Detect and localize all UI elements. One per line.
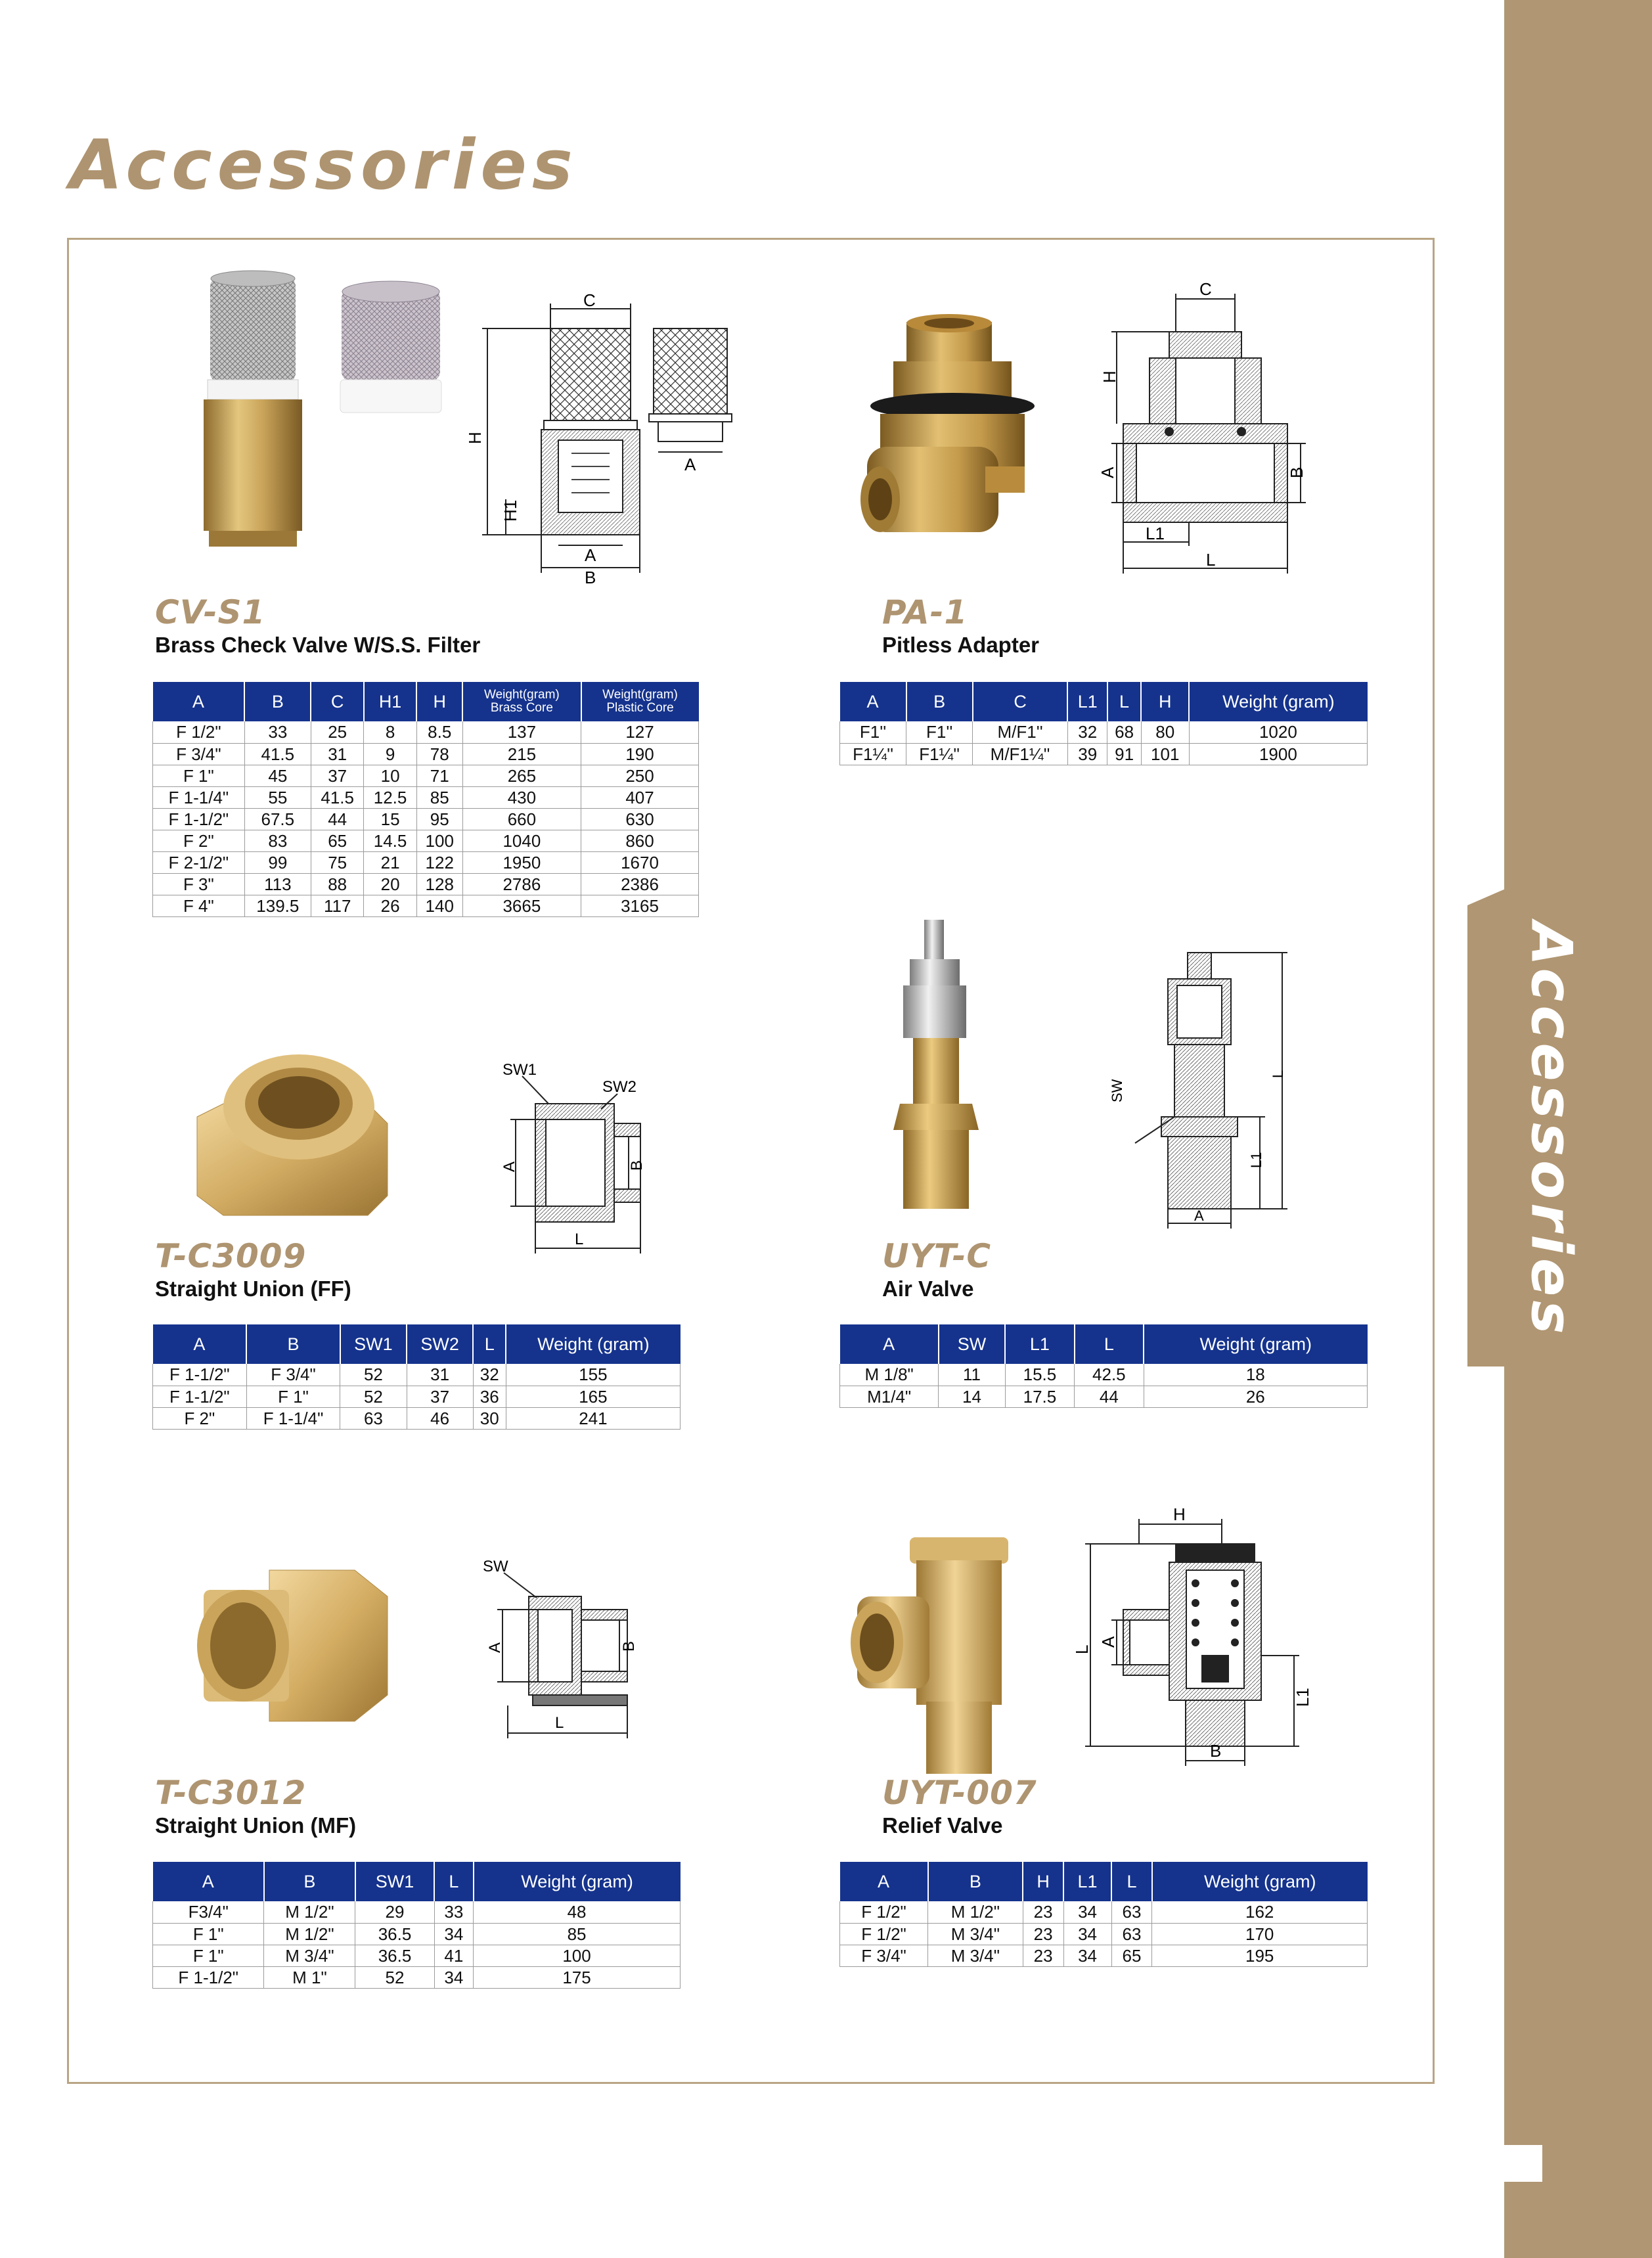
table-row	[153, 808, 699, 830]
table-row	[153, 765, 699, 786]
table-cell: 137	[462, 721, 581, 743]
table-cell: 630	[581, 808, 699, 830]
uyt-c-th: L1	[1005, 1324, 1074, 1364]
table-cell: 3665	[462, 895, 581, 916]
table-cell: 430	[462, 786, 581, 808]
table-cell: 33	[434, 1901, 473, 1923]
table-cell: 39	[1067, 743, 1107, 765]
table-cell: F 1/2"	[153, 721, 245, 743]
t-c3009-dim-sw2: SW2	[602, 1078, 637, 1096]
table-cell: 20	[364, 873, 416, 895]
table-cell: 100	[474, 1945, 681, 1966]
uyt-007-diagram	[1071, 1498, 1333, 1774]
uyt-007-th: H	[1023, 1862, 1063, 1901]
table-cell: 660	[462, 808, 581, 830]
table-cell: F 2"	[153, 830, 245, 851]
pa-1-th: Weight (gram)	[1189, 682, 1367, 721]
table-cell: 95	[416, 808, 462, 830]
table-cell: M 1/8"	[840, 1364, 939, 1386]
table-cell: 41.5	[311, 786, 363, 808]
t-c3012-th: B	[264, 1862, 355, 1901]
table-cell: M 1/2"	[264, 1923, 355, 1945]
table-cell: 8	[364, 721, 416, 743]
t-c3012-dim-l: L	[555, 1714, 564, 1732]
uyt-007-dim-h: H	[1173, 1504, 1186, 1524]
t-c3012-th: SW1	[355, 1862, 434, 1901]
table-cell: 91	[1107, 743, 1141, 765]
table-cell: 11	[939, 1364, 1005, 1386]
table-cell: F 3/4"	[153, 743, 245, 765]
uyt-c-photo	[877, 913, 995, 1215]
table-cell: 63	[1111, 1923, 1152, 1945]
table-cell: 265	[462, 765, 581, 786]
pa-1-dim-l: L	[1206, 550, 1216, 570]
table-cell: F 2-1/2"	[153, 851, 245, 873]
table-cell: 165	[506, 1386, 680, 1407]
t-c3009-tbody	[153, 1364, 681, 1429]
table-row	[153, 1386, 681, 1407]
table-row	[840, 1923, 1368, 1945]
table-cell: 117	[311, 895, 363, 916]
cv-s1-th: H	[416, 682, 462, 721]
cv-s1-dim-b: B	[585, 568, 596, 587]
table-row	[153, 721, 699, 743]
side-tab-label: Accessories	[1519, 922, 1584, 1338]
uyt-c-dim-a: A	[1194, 1208, 1204, 1224]
table-row	[840, 1901, 1368, 1923]
table-cell: 860	[581, 830, 699, 851]
t-c3009-dim-sw1: SW1	[502, 1061, 537, 1079]
t-c3009-diagram	[496, 1058, 654, 1268]
cv-s1-dim-c: C	[583, 290, 596, 310]
table-cell: M 3/4"	[928, 1923, 1023, 1945]
table-cell: 12.5	[364, 786, 416, 808]
table-cell: 1020	[1189, 721, 1367, 743]
uyt-c-tbody	[840, 1364, 1368, 1407]
table-cell: 175	[474, 1966, 681, 1988]
table-cell: F1¼''	[906, 743, 973, 765]
table-cell: 85	[474, 1923, 681, 1945]
table-row	[153, 873, 699, 895]
table-cell: F 4"	[153, 895, 245, 916]
table-cell: 26	[1144, 1386, 1367, 1407]
table-cell: 34	[434, 1966, 473, 1988]
table-row	[153, 1364, 681, 1386]
table-cell: F 2"	[153, 1407, 247, 1429]
table-cell: 170	[1152, 1923, 1368, 1945]
table-cell: 14.5	[364, 830, 416, 851]
table-cell: 30	[473, 1407, 506, 1429]
t-c3012-photo	[190, 1557, 394, 1734]
t-c3009-code: T-C3009	[155, 1237, 307, 1275]
t-c3009-photo	[184, 1045, 394, 1222]
table-row	[840, 721, 1368, 743]
uyt-007-th: Weight (gram)	[1152, 1862, 1368, 1901]
cv-s1-code: CV-S1	[155, 593, 266, 631]
table-cell: 36.5	[355, 1923, 434, 1945]
table-cell: 52	[340, 1386, 407, 1407]
uyt-007-table	[839, 1862, 1368, 1967]
uyt-007-dim-b: B	[1210, 1741, 1222, 1761]
table-cell: M 1/2"	[264, 1901, 355, 1923]
table-cell: F 1"	[153, 765, 245, 786]
table-cell: F 1"	[246, 1386, 340, 1407]
table-cell: 34	[1063, 1945, 1111, 1966]
table-cell: 23	[1023, 1923, 1063, 1945]
table-cell: 139.5	[244, 895, 311, 916]
table-cell: 190	[581, 743, 699, 765]
t-c3009-table	[152, 1324, 681, 1430]
t-c3012-name: Straight Union (MF)	[155, 1813, 357, 1838]
table-cell: 8.5	[416, 721, 462, 743]
table-cell: 34	[1063, 1923, 1111, 1945]
table-cell: M 3/4"	[928, 1945, 1023, 1966]
pa-1-th: L1	[1067, 682, 1107, 721]
uyt-007-th: B	[928, 1862, 1023, 1901]
t-c3012-heading	[155, 1774, 356, 1838]
t-c3012-th: A	[153, 1862, 264, 1901]
pa-1-heading	[882, 593, 1039, 658]
cv-s1-photo	[190, 269, 466, 552]
table-cell: F1''	[906, 721, 973, 743]
table-row	[840, 1386, 1368, 1407]
table-cell: F 1-1/2"	[153, 808, 245, 830]
table-cell: 23	[1023, 1901, 1063, 1923]
table-cell: 44	[1075, 1386, 1144, 1407]
table-cell: F 1-1/2"	[153, 1364, 247, 1386]
table-cell: 2386	[581, 873, 699, 895]
table-cell: 1950	[462, 851, 581, 873]
uyt-007-code: UYT-007	[882, 1774, 1037, 1812]
table-cell: 83	[244, 830, 311, 851]
uyt-007-th: A	[840, 1862, 928, 1901]
table-cell: 2786	[462, 873, 581, 895]
table-row	[840, 743, 1368, 765]
table-cell: 63	[340, 1407, 407, 1429]
table-row	[153, 786, 699, 808]
table-cell: 37	[407, 1386, 473, 1407]
table-cell: 44	[311, 808, 363, 830]
cv-s1-th: C	[311, 682, 363, 721]
table-cell: 67.5	[244, 808, 311, 830]
cv-s1-th: Weight(gram) Plastic Core	[581, 682, 699, 721]
table-cell: 34	[434, 1923, 473, 1945]
t-c3012-th: L	[434, 1862, 473, 1901]
table-row	[153, 1945, 681, 1966]
table-cell: 241	[506, 1407, 680, 1429]
table-cell: 15.5	[1005, 1364, 1074, 1386]
pa-1-name: Pitless Adapter	[882, 633, 1040, 657]
t-c3009-th: Weight (gram)	[506, 1324, 680, 1364]
page-title: Accessories	[70, 125, 578, 205]
table-cell: 31	[311, 743, 363, 765]
uyt-007-photo	[844, 1524, 1061, 1780]
table-cell: 34	[1063, 1901, 1111, 1923]
table-cell: 113	[244, 873, 311, 895]
pa-1-th: A	[840, 682, 906, 721]
table-cell: 75	[311, 851, 363, 873]
pa-1-dim-c: C	[1199, 279, 1212, 299]
table-cell: 1900	[1189, 743, 1367, 765]
t-c3009-th: B	[246, 1324, 340, 1364]
table-cell: 18	[1144, 1364, 1367, 1386]
table-cell: 100	[416, 830, 462, 851]
t-c3012-tbody	[153, 1901, 681, 1988]
cv-s1-th: B	[244, 682, 311, 721]
table-cell: M/F1¼''	[973, 743, 1068, 765]
table-cell: 32	[473, 1364, 506, 1386]
uyt-c-th: L	[1075, 1324, 1144, 1364]
table-cell: 195	[1152, 1945, 1368, 1966]
table-cell: F 1-1/4"	[246, 1407, 340, 1429]
cv-s1-diagram	[465, 289, 736, 591]
pa-1-tbody	[840, 721, 1368, 765]
uyt-c-dim-sw: SW	[1109, 1079, 1125, 1102]
table-cell: M1/4"	[840, 1386, 939, 1407]
cv-s1-th: H1	[364, 682, 416, 721]
table-cell: F 1"	[153, 1923, 264, 1945]
uyt-007-th: L	[1111, 1862, 1152, 1901]
uyt-c-heading	[882, 1237, 991, 1301]
table-cell: F 3"	[153, 873, 245, 895]
table-cell: 85	[416, 786, 462, 808]
t-c3009-th: L	[473, 1324, 506, 1364]
table-row	[840, 1364, 1368, 1386]
table-cell: 37	[311, 765, 363, 786]
cv-s1-dim-h: H	[465, 432, 485, 444]
table-cell: 33	[244, 721, 311, 743]
table-cell: M/F1''	[973, 721, 1068, 743]
t-c3012-table	[152, 1862, 681, 1989]
table-cell: 128	[416, 873, 462, 895]
table-cell: F 1-1/2"	[153, 1386, 247, 1407]
uyt-c-code: UYT-C	[882, 1237, 992, 1275]
table-row	[153, 1901, 681, 1923]
cv-s1-table	[152, 682, 699, 917]
table-cell: F 1/2"	[840, 1901, 928, 1923]
table-cell: M 1"	[264, 1966, 355, 1988]
uyt-007-tbody	[840, 1901, 1368, 1966]
t-c3009-dim-a: A	[501, 1161, 518, 1172]
table-cell: F 1/2"	[840, 1923, 928, 1945]
table-row	[840, 1945, 1368, 1966]
table-cell: F 3/4"	[840, 1945, 928, 1966]
table-cell: 1040	[462, 830, 581, 851]
table-cell: 250	[581, 765, 699, 786]
table-cell: 52	[355, 1966, 434, 1988]
table-cell: 65	[1111, 1945, 1152, 1966]
table-cell: 14	[939, 1386, 1005, 1407]
uyt-c-table	[839, 1324, 1368, 1408]
pa-1-table	[839, 682, 1368, 765]
table-cell: 52	[340, 1364, 407, 1386]
table-cell: 36.5	[355, 1945, 434, 1966]
uyt-007-dim-l: L	[1072, 1644, 1092, 1654]
t-c3009-heading	[155, 1237, 351, 1301]
table-cell: 101	[1141, 743, 1189, 765]
uyt-007-th: L1	[1063, 1862, 1111, 1901]
table-cell: F 3/4"	[246, 1364, 340, 1386]
uyt-c-th: SW	[939, 1324, 1005, 1364]
table-cell: 32	[1067, 721, 1107, 743]
table-cell: 99	[244, 851, 311, 873]
table-cell: 140	[416, 895, 462, 916]
table-row	[153, 1966, 681, 1988]
t-c3009-th: SW2	[407, 1324, 473, 1364]
pa-1-th: H	[1141, 682, 1189, 721]
pa-1-dim-a: A	[1098, 466, 1117, 478]
table-cell: F 1-1/2"	[153, 1966, 264, 1988]
pa-1-th: L	[1107, 682, 1141, 721]
table-cell: 1670	[581, 851, 699, 873]
table-cell: 26	[364, 895, 416, 916]
table-cell: 68	[1107, 721, 1141, 743]
table-row	[153, 743, 699, 765]
table-cell: 29	[355, 1901, 434, 1923]
table-cell: 80	[1141, 721, 1189, 743]
table-cell: 127	[581, 721, 699, 743]
table-cell: 36	[473, 1386, 506, 1407]
table-cell: F 1-1/4"	[153, 786, 245, 808]
table-cell: 9	[364, 743, 416, 765]
t-c3009-th: A	[153, 1324, 247, 1364]
table-cell: 41.5	[244, 743, 311, 765]
cv-s1-tbody	[153, 721, 699, 916]
table-cell: 17.5	[1005, 1386, 1074, 1407]
table-cell: 25	[311, 721, 363, 743]
pa-1-th: C	[973, 682, 1068, 721]
table-cell: F 1"	[153, 1945, 264, 1966]
t-c3012-code: T-C3012	[155, 1774, 307, 1812]
uyt-007-heading	[882, 1774, 1037, 1838]
table-cell: 55	[244, 786, 311, 808]
uyt-c-th: A	[840, 1324, 939, 1364]
table-cell: 41	[434, 1945, 473, 1966]
cv-s1-th: Weight(gram) Brass Core	[462, 682, 581, 721]
table-cell: 42.5	[1075, 1364, 1144, 1386]
pa-1-diagram	[1077, 279, 1327, 581]
table-cell: 71	[416, 765, 462, 786]
table-row	[153, 851, 699, 873]
table-cell: 63	[1111, 1901, 1152, 1923]
t-c3009-th: SW1	[340, 1324, 407, 1364]
pa-1-photo	[854, 309, 1064, 552]
uyt-007-dim-a: A	[1098, 1636, 1118, 1648]
table-cell: 155	[506, 1364, 680, 1386]
table-cell: 31	[407, 1364, 473, 1386]
uyt-c-th: Weight (gram)	[1144, 1324, 1367, 1364]
cv-s1-dim-h1: H1	[501, 499, 520, 522]
table-cell: 215	[462, 743, 581, 765]
uyt-c-dim-l1: L1	[1248, 1152, 1264, 1168]
table-row	[153, 1407, 681, 1429]
table-cell: M 1/2"	[928, 1901, 1023, 1923]
t-c3012-dim-b: B	[620, 1640, 638, 1652]
pa-1-code: PA-1	[882, 593, 968, 631]
table-cell: F1''	[840, 721, 906, 743]
cv-s1-dim-a: A	[585, 545, 596, 565]
table-cell: 23	[1023, 1945, 1063, 1966]
pa-1-dim-h: H	[1100, 371, 1119, 383]
cv-s1-heading	[155, 593, 480, 658]
t-c3012-dim-sw: SW	[483, 1558, 508, 1575]
table-row	[153, 1923, 681, 1945]
t-c3012-diagram	[476, 1557, 647, 1741]
cv-s1-th: A	[153, 682, 245, 721]
side-band-cutout	[1504, 2145, 1542, 2182]
table-cell: 10	[364, 765, 416, 786]
cv-s1-dim-a2: A	[684, 455, 696, 474]
t-c3009-dim-l: L	[575, 1231, 584, 1248]
pa-1-dim-b: B	[1287, 466, 1306, 478]
t-c3012-th: Weight (gram)	[474, 1862, 681, 1901]
table-cell: 3165	[581, 895, 699, 916]
table-cell: 48	[474, 1901, 681, 1923]
t-c3012-dim-a: A	[486, 1642, 504, 1653]
table-cell: 122	[416, 851, 462, 873]
table-cell: 21	[364, 851, 416, 873]
table-row	[153, 895, 699, 916]
table-cell: 162	[1152, 1901, 1368, 1923]
table-cell: 65	[311, 830, 363, 851]
uyt-c-dim-l: L	[1270, 1070, 1286, 1078]
table-cell: M 3/4"	[264, 1945, 355, 1966]
pa-1-th: B	[906, 682, 973, 721]
table-cell: 78	[416, 743, 462, 765]
uyt-007-dim-l1: L1	[1293, 1688, 1312, 1707]
table-cell: 15	[364, 808, 416, 830]
table-cell: 88	[311, 873, 363, 895]
t-c3009-name: Straight Union (FF)	[155, 1276, 351, 1301]
table-cell: F1¼''	[840, 743, 906, 765]
table-cell: 45	[244, 765, 311, 786]
table-cell: F3/4"	[153, 1901, 264, 1923]
table-cell: 46	[407, 1407, 473, 1429]
t-c3009-dim-b: B	[628, 1160, 646, 1171]
cv-s1-name: Brass Check Valve W/S.S. Filter	[155, 633, 481, 657]
table-row	[153, 830, 699, 851]
table-cell: 407	[581, 786, 699, 808]
uyt-007-name: Relief Valve	[882, 1813, 1003, 1838]
side-tab-label-wrap	[1486, 922, 1617, 1338]
uyt-c-name: Air Valve	[882, 1276, 974, 1301]
uyt-c-diagram	[1096, 946, 1306, 1235]
pa-1-dim-l1: L1	[1146, 524, 1165, 543]
